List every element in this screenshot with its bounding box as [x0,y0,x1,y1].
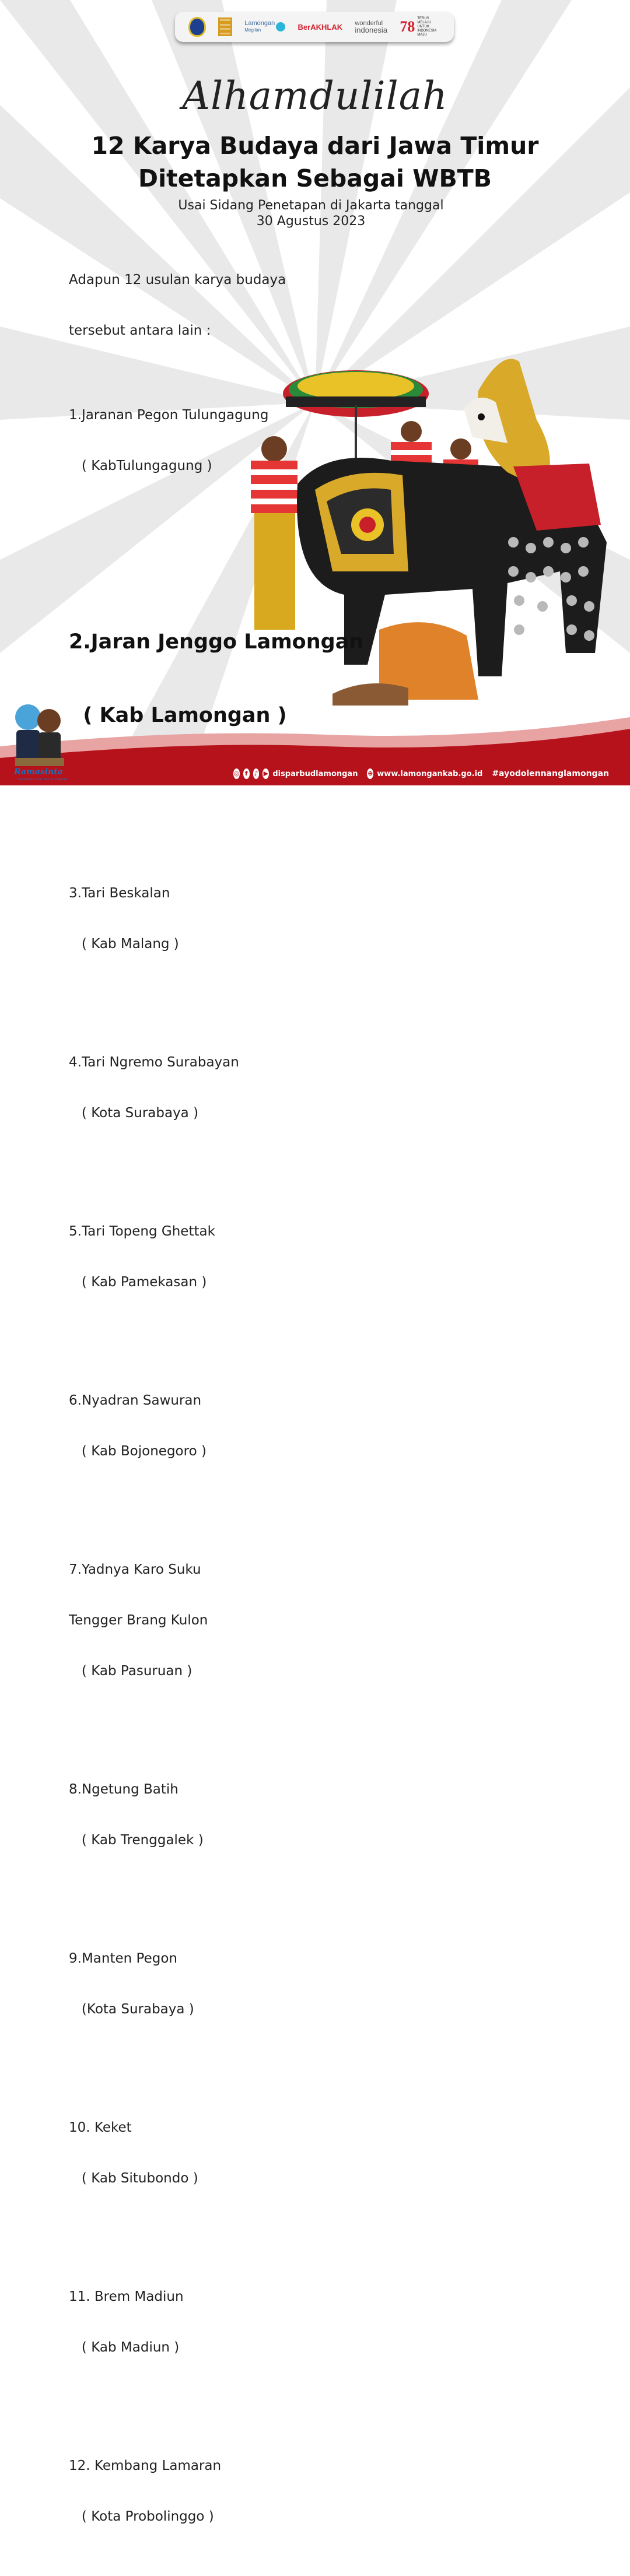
list-item-name: 5.Tari Topeng Ghettak [69,1224,215,1239]
list-item-region: ( Kab Lamongan ) [69,704,287,727]
list-item-name: 3.Tari Beskalan [69,886,170,901]
ramasinta-brand: Ramasinta [14,767,63,777]
list-item [69,1189,363,1325]
list-item-name-cont: Tengger Brang Kulon [69,1613,208,1628]
youtube-icon[interactable]: ▶ [262,768,269,779]
partner-logo-bar [175,12,454,42]
facebook-icon[interactable]: f [243,768,250,779]
list-item-region: ( Kab Pamekasan ) [69,1275,207,1290]
seal-icon [188,17,206,37]
indonesia-label: indonesia [355,26,388,34]
list-item-name: 2.Jaran Jenggo Lamongan [69,630,364,654]
berakhlak-logo: BerAKHLAK [298,22,343,31]
list-item-region: ( Kab Pasuruan ) [69,1663,192,1679]
subtitle-line1: Usai Sidang Penetapan di Jakarta tanggal [178,198,444,213]
list-item-name: 8.Ngetung Batih [69,1782,178,1797]
website-link[interactable]: www.lamongankab.go.id [377,769,483,778]
lamongan-megilan-logo [244,20,285,33]
list-item-name: 12. Kembang Lamaran [69,2458,222,2473]
regency-seal-logo [188,17,206,37]
list-item-region: ( Kota Probolinggo ) [69,2509,214,2524]
cultural-works-list [69,238,363,2576]
list-intro-line1: Adapun 12 usulan karya budaya [69,272,286,287]
list-item-name: 1.Jaranan Pegon Tulungagung [69,408,269,423]
list-item-region: ( KabTulungagung ) [69,458,212,473]
tiktok-icon[interactable]: ♪ [253,768,260,779]
wonderful-indonesia-logo [355,20,387,33]
footer-bar [233,768,618,779]
list-item-region: ( Kab Situbondo ) [69,2171,198,2186]
list-intro-line2: tersebut antara lain : [69,323,211,338]
script-title: Alhamdulilah [182,73,448,118]
list-item [69,1020,363,1156]
hashtag: #ayodolennanglamongan [492,769,609,778]
list-item [69,851,363,987]
list-item-name: 7.Yadnya Karo Suku [69,1562,201,1577]
list-item [69,2255,363,2390]
list-item-region: ( Kota Surabaya ) [69,1105,199,1121]
social-handle[interactable]: disparbudlamongan [272,769,358,778]
anniversary-78-logo [400,17,440,37]
list-item-name: 9.Manten Pegon [69,1951,177,1966]
list-item-region: ( Kab Bojonegoro ) [69,1444,206,1459]
main-title-line2: Ditetapkan Sebagai WBTB [138,164,492,192]
list-item [69,2424,363,2559]
main-title-line1: 12 Karya Budaya dari Jawa Timur [91,132,539,160]
list-item [69,1747,363,1883]
gold-emblem-logo [218,17,232,36]
globe-icon: ⊕ [367,768,373,779]
list-item-name: 6.Nyadran Sawuran [69,1393,202,1408]
list-item-region: ( Kab Madiun ) [69,2340,180,2355]
list-item [69,1359,363,1494]
ramasinta-tagline: Pemelaha Ramah dan Terintegrasi [18,778,68,781]
instagram-icon[interactable]: ◎ [233,768,240,779]
list-item-region: ( Kab Trenggalek ) [69,1833,204,1848]
wave-icon [276,22,285,31]
list-item-region: ( Kab Malang ) [69,936,179,952]
list-item [69,373,363,508]
list-item [69,1917,363,2052]
lamongan-label: Lamongan [244,20,275,27]
subtitle-line2: 30 Agustus 2023 [256,214,366,229]
list-item-name: 4.Tari Ngremo Surabayan [69,1055,239,1070]
terus-melaju-text: TERUS MELAJU UNTUK INDONESIA MAJU [417,16,437,37]
list-item-name: 10. Keket [69,2120,132,2135]
emblem-icon [218,17,232,36]
wonderful-label: wonderful [355,20,383,27]
list-item [69,2086,363,2221]
megilan-label: Megilan [244,27,261,33]
list-item-region: (Kota Surabaya ) [69,2002,194,2017]
list-item [69,1528,363,1714]
list-item-name: 11. Brem Madiun [69,2289,184,2304]
anniversary-number: 78 [400,18,415,35]
